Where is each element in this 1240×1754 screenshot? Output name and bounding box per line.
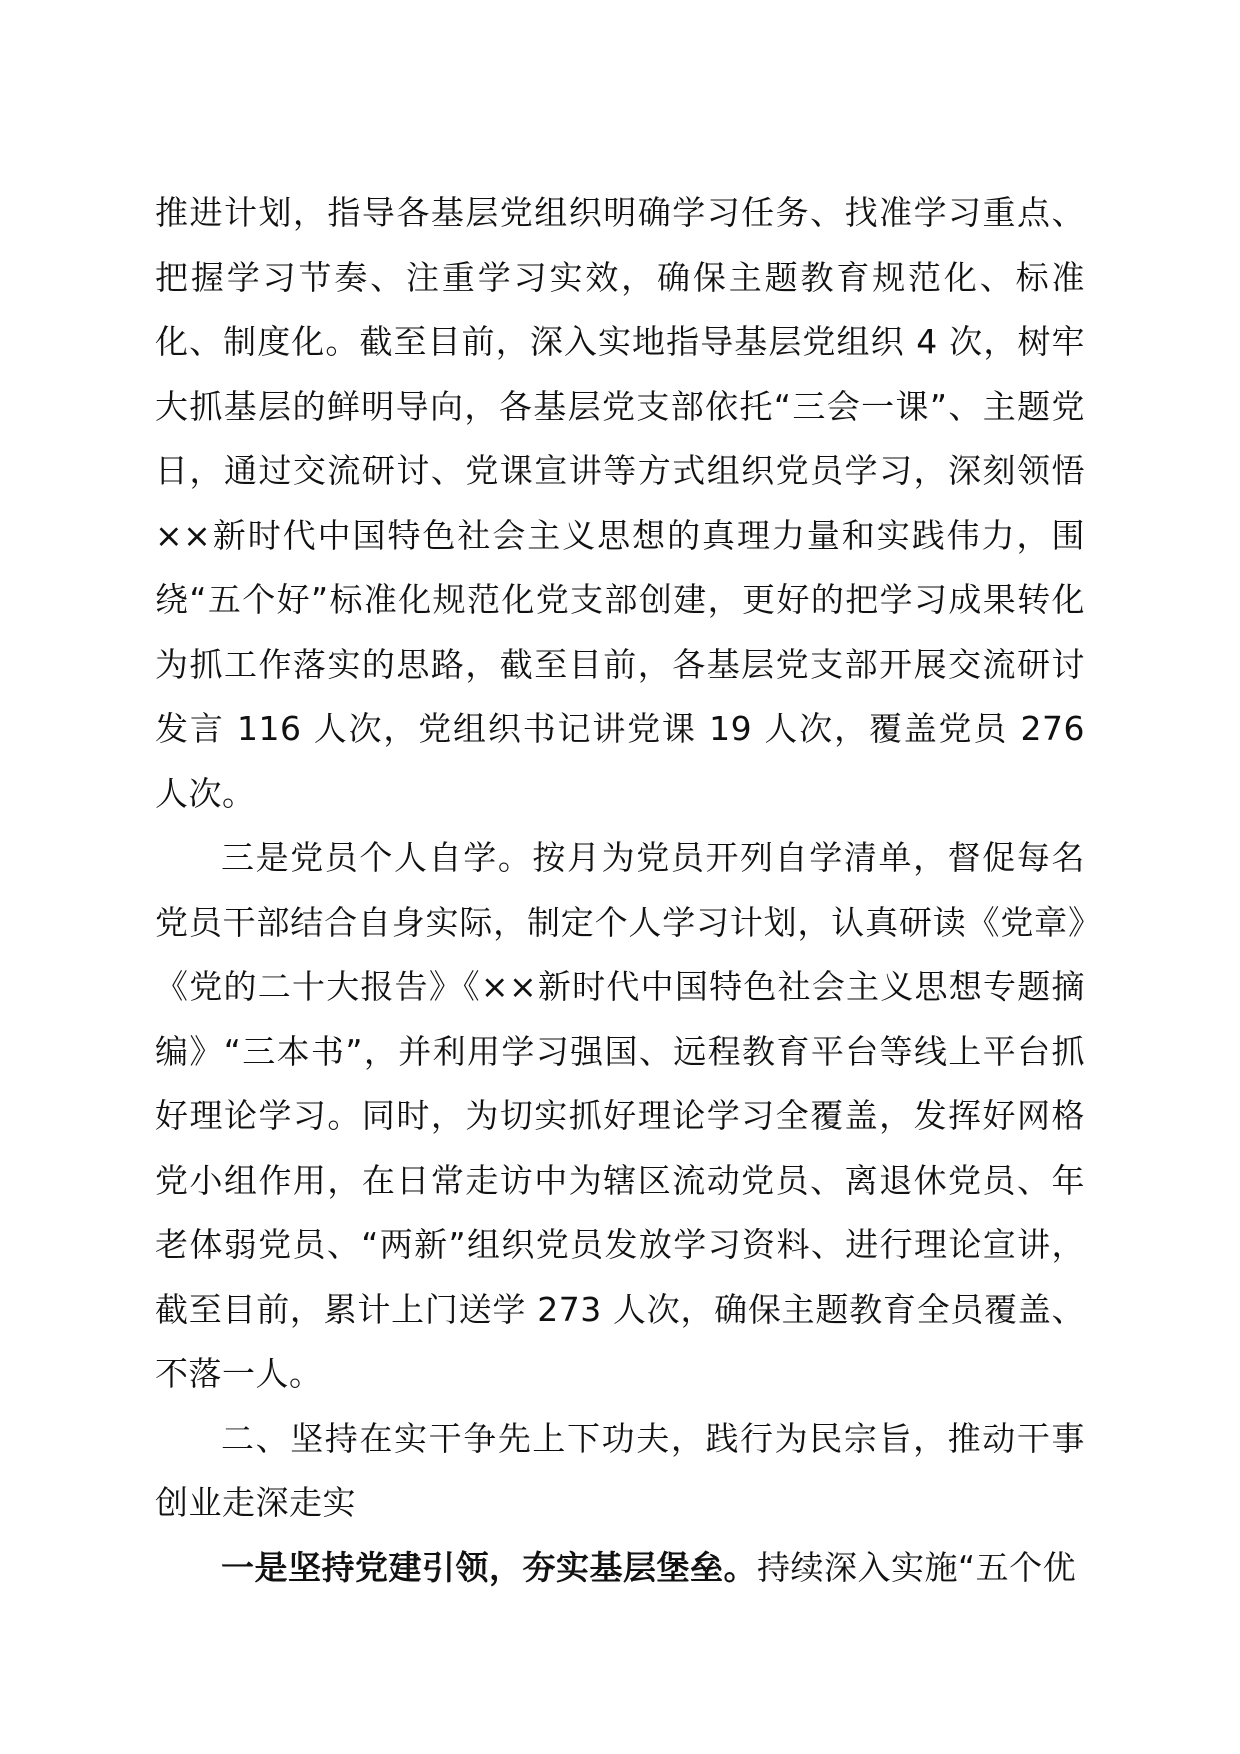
paragraph-body-text: 持续深入实施“五个优 bbox=[757, 1547, 1077, 1587]
paragraph-party-building bbox=[155, 1536, 1085, 1601]
document-body bbox=[155, 181, 1085, 1600]
paragraph-bold-lead: 一是坚持党建引领，夯实基层堡垒。 bbox=[221, 1547, 757, 1587]
section-heading-two: 二、坚持在实干争先上下功夫，践行为民宗旨，推动干事创业走深走实 bbox=[155, 1418, 1085, 1522]
paragraph-continuation: 推进计划，指导各基层党组织明确学习任务、找准学习重点、把握学习节奏、注重学习实效，确保主题教育规范化、标准化、制度化。截至目前，深入实地指导基层党组织 4 次，树牢大抓基层的鲜明导向，各基层党支部依托“三会一课”、主题党日，通过交流研讨、党课宣讲等方式组织党员学习，深刻领悟××新时代中国特色社会主义思想的真理力量和实践伟力，围绕“五个好”标准化规范化党支部创建，更好的把学习成果转化为抓工作落实的思路，截至目前，各基层党支部开展交流研讨发言 116 人次，党组织书记讲党课 19 人次，覆盖党员 276 人次。 bbox=[155, 193, 1085, 813]
paragraph-self-study: 三是党员个人自学。按月为党员开列自学清单，督促每名党员干部结合自身实际，制定个人学习计划，认真研读《党章》《党的二十大报告》《××新时代中国特色社会主义思想专题摘编》“三本书”，并利用学习强国、远程教育平台等线上平台抓好理论学习。同时，为切实抓好理论学习全覆盖，发挥好网格党小组作用，在日常走访中为辖区流动党员、离退休党员、年老体弱党员、“两新”组织党员发放学习资料、进行理论宣讲，截至目前，累计上门送学 273 人次，确保主题教育全员覆盖、不落一人。 bbox=[155, 838, 1085, 1393]
